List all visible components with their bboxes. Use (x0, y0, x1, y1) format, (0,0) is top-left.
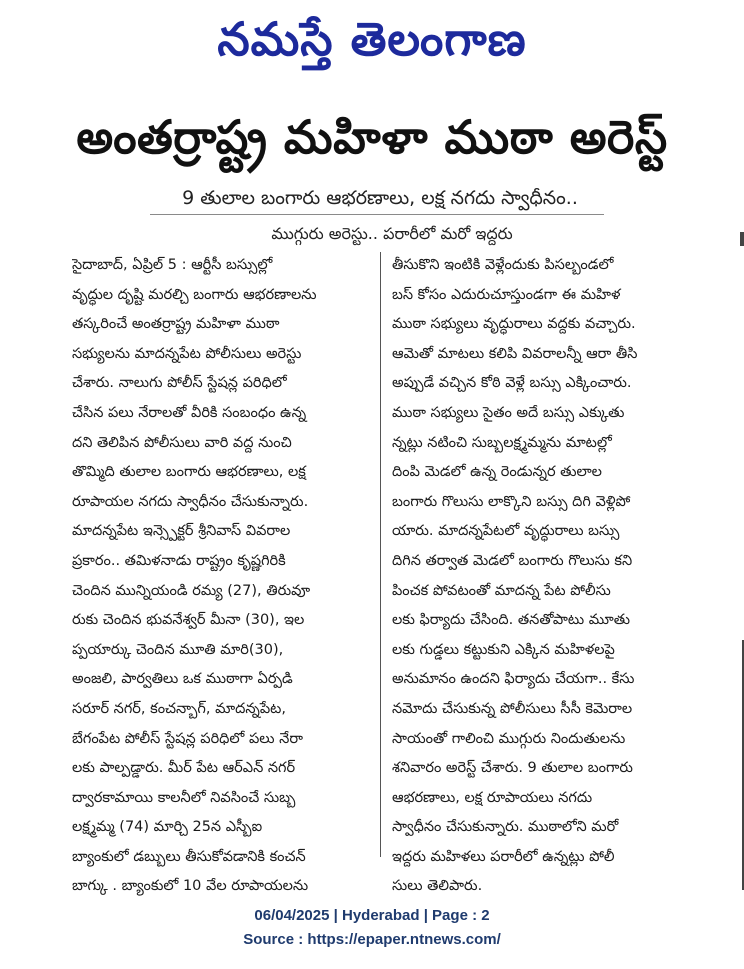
article-line: అప్పుడే వచ్చిన కోఠి వెళ్లే బస్సు ఎక్కించారు. (392, 375, 632, 392)
column-divider (380, 252, 381, 857)
article-line: ఆభరణాలు, లక్ష రూపాయలు నగదు (392, 789, 593, 806)
article-line: వృద్ధుల దృష్టి మరల్చి బంగారు ఆభరణాలను (72, 286, 317, 303)
article-line: ఇద్దరు మహిళలు పరారీలో ఉన్నట్లు పోలీ (392, 848, 615, 865)
article-line: ముఠా సభ్యులు వృద్ధురాలు వద్దకు వచ్చారు. (392, 316, 636, 333)
article-line: యారు. మాదన్నపేటలో వృద్ధురాలు బస్సు (392, 523, 620, 540)
article-line: శనివారం అరెస్ట్ చేశారు. 9 తులాల బంగారు (392, 760, 633, 777)
article-line: రుకు చెందిన భువనేశ్వర్ మీనా (30), ఇల (72, 612, 305, 629)
article-line: మాదన్నపేట ఇన్స్పెక్టర్ శ్రీనివాస్ వివరాల (72, 523, 291, 540)
article-line: తస్కరించే అంతర్రాష్ట్ర మహిళా ముఠా (72, 316, 280, 333)
article-line: బాగ్కు . బ్యాంకులో 10 వేల రూపాయలను (72, 878, 309, 895)
article-line: ద్వారకామాయి కాలనీలో నివసించే సుబ్బ (72, 789, 296, 806)
article-line: లక్ష్మమ్మ (74) మార్చి 25న ఎస్బీఐ (72, 819, 263, 836)
article-line: రూపాయల నగదు స్వాధీనం చేసుకున్నారు. (72, 493, 309, 510)
newspaper-masthead: నమస్తే తెలంగాణ (217, 12, 527, 66)
article-line: బస్ కోసం ఎదురుచూస్తుండగా ఈ మహిళ (392, 286, 621, 303)
article-line: నమోదు చేసుకున్న పోలీసులు సీసీ కెమెరాల (392, 700, 633, 717)
adjacent-article-edge (740, 232, 744, 246)
article-line: బేగంపేట పోలీస్ స్టేషన్ల పరిధిలో పలు నేరా (72, 730, 303, 747)
article-line: లకు గుడ్డలు కట్టుకుని ఎక్కిన మహిళలపై (392, 641, 615, 658)
article-headline: అంతర్రాష్ట్ర మహిళా ముఠా అరెస్ట్ (76, 110, 668, 164)
article-line: లకు ఫిర్యాదు చేసింది. తనతోపాటు మూతు (392, 612, 631, 629)
article-line: చేశారు. నాలుగు పోలీస్ స్టేషన్ల పరిధిలో (72, 375, 287, 392)
article-line: సభ్యులను మాదన్నపేట పోలీసులు అరెస్టు (72, 345, 302, 362)
article-subheadline: 9 తులాల బంగారు ఆభరణాలు, లక్ష నగదు స్వాధీనం.. (182, 187, 578, 209)
article-line: ప్రకారం.. తమిళనాడు రాష్ట్రం కృష్ణగిరికి (72, 552, 286, 569)
article-line: అనుమానం ఉందని ఫిర్యాదు చేయగా.. కేసు (392, 671, 635, 688)
article-line: తీసుకొని ఇంటికి వెళ్లేందుకు పిసల్బండలో (392, 257, 614, 273)
article-line: సులు తెలిపారు. (392, 878, 483, 895)
article-left-column (72, 251, 372, 895)
article-line: సైదాబాద్, ఏప్రిల్ 5 : ఆర్టీసీ బస్సుల్లో (72, 257, 273, 273)
article-line: దిగిన తర్వాత మెడలో బంగారు గొలుసు కని (392, 552, 633, 569)
article-line: తొమ్మిది తులాల బంగారు ఆభరణాలు, లక్ష (72, 464, 306, 481)
footer-source: Source : https://epaper.ntnews.com/ (243, 931, 501, 948)
subheadline-divider (150, 214, 604, 215)
article-line: ఆమెతో మాటలు కలిపి వివరాలన్నీ ఆరా తీసి (392, 345, 638, 362)
article-line: చెందిన మున్నియండి రమ్య (27), తిరువూ (72, 582, 311, 599)
article-line: బంగారు గొలుసు లాక్కొని బస్సు దిగి వెళ్లిపో (392, 493, 631, 510)
article-line: పించక పోవటంతో మాదన్న పేట పోలీసు (392, 582, 611, 599)
article-line: లకు పాల్పడ్డారు. మీర్ పేట ఆర్ఎన్ నగర్ (72, 760, 296, 777)
article-line: చేసిన పలు నేరాలతో వీరికి సంబంధం ఉన్న (72, 404, 307, 421)
footer-date-edition: 06/04/2025 | Hyderabad | Page : 2 (254, 907, 490, 924)
article-line: సరూర్ నగర్, కంచన్బాగ్, మాదన్నపేట, (72, 700, 286, 717)
article-line: దని తెలిపిన పోలీసులు వారి వద్ద నుంచి (72, 434, 292, 451)
article-line: సాయంతో గాలించి ముగ్గురు నిందుతులను (392, 730, 626, 747)
article-line: ముఠా సభ్యులు సైతం అదే బస్సు ఎక్కుతు (392, 404, 625, 421)
article-right-column (392, 251, 692, 895)
article-line: న్నట్లు నటించి సుబ్బలక్ష్మమ్మను మాటల్లో (392, 434, 612, 451)
article-line: స్వాధీనం చేసుకున్నారు. ముఠాలోని మరో (392, 819, 619, 836)
article-line: ప్పయార్కు చెందిన మూతి మారి(30), (72, 641, 284, 658)
article-tagline: ముగ్గురు అరెస్టు.. పరారీలో మరో ఇద్దరు (271, 224, 513, 243)
article-line: అంజలి, పార్వతిలు ఒక ముఠాగా ఏర్పడి (72, 671, 293, 688)
article-line: దింపి మెడలో ఉన్న రెండున్నర తులాల (392, 464, 602, 481)
article-line: బ్యాంకులో డబ్బులు తీసుకోవడానికి కంచన్ (72, 848, 306, 865)
